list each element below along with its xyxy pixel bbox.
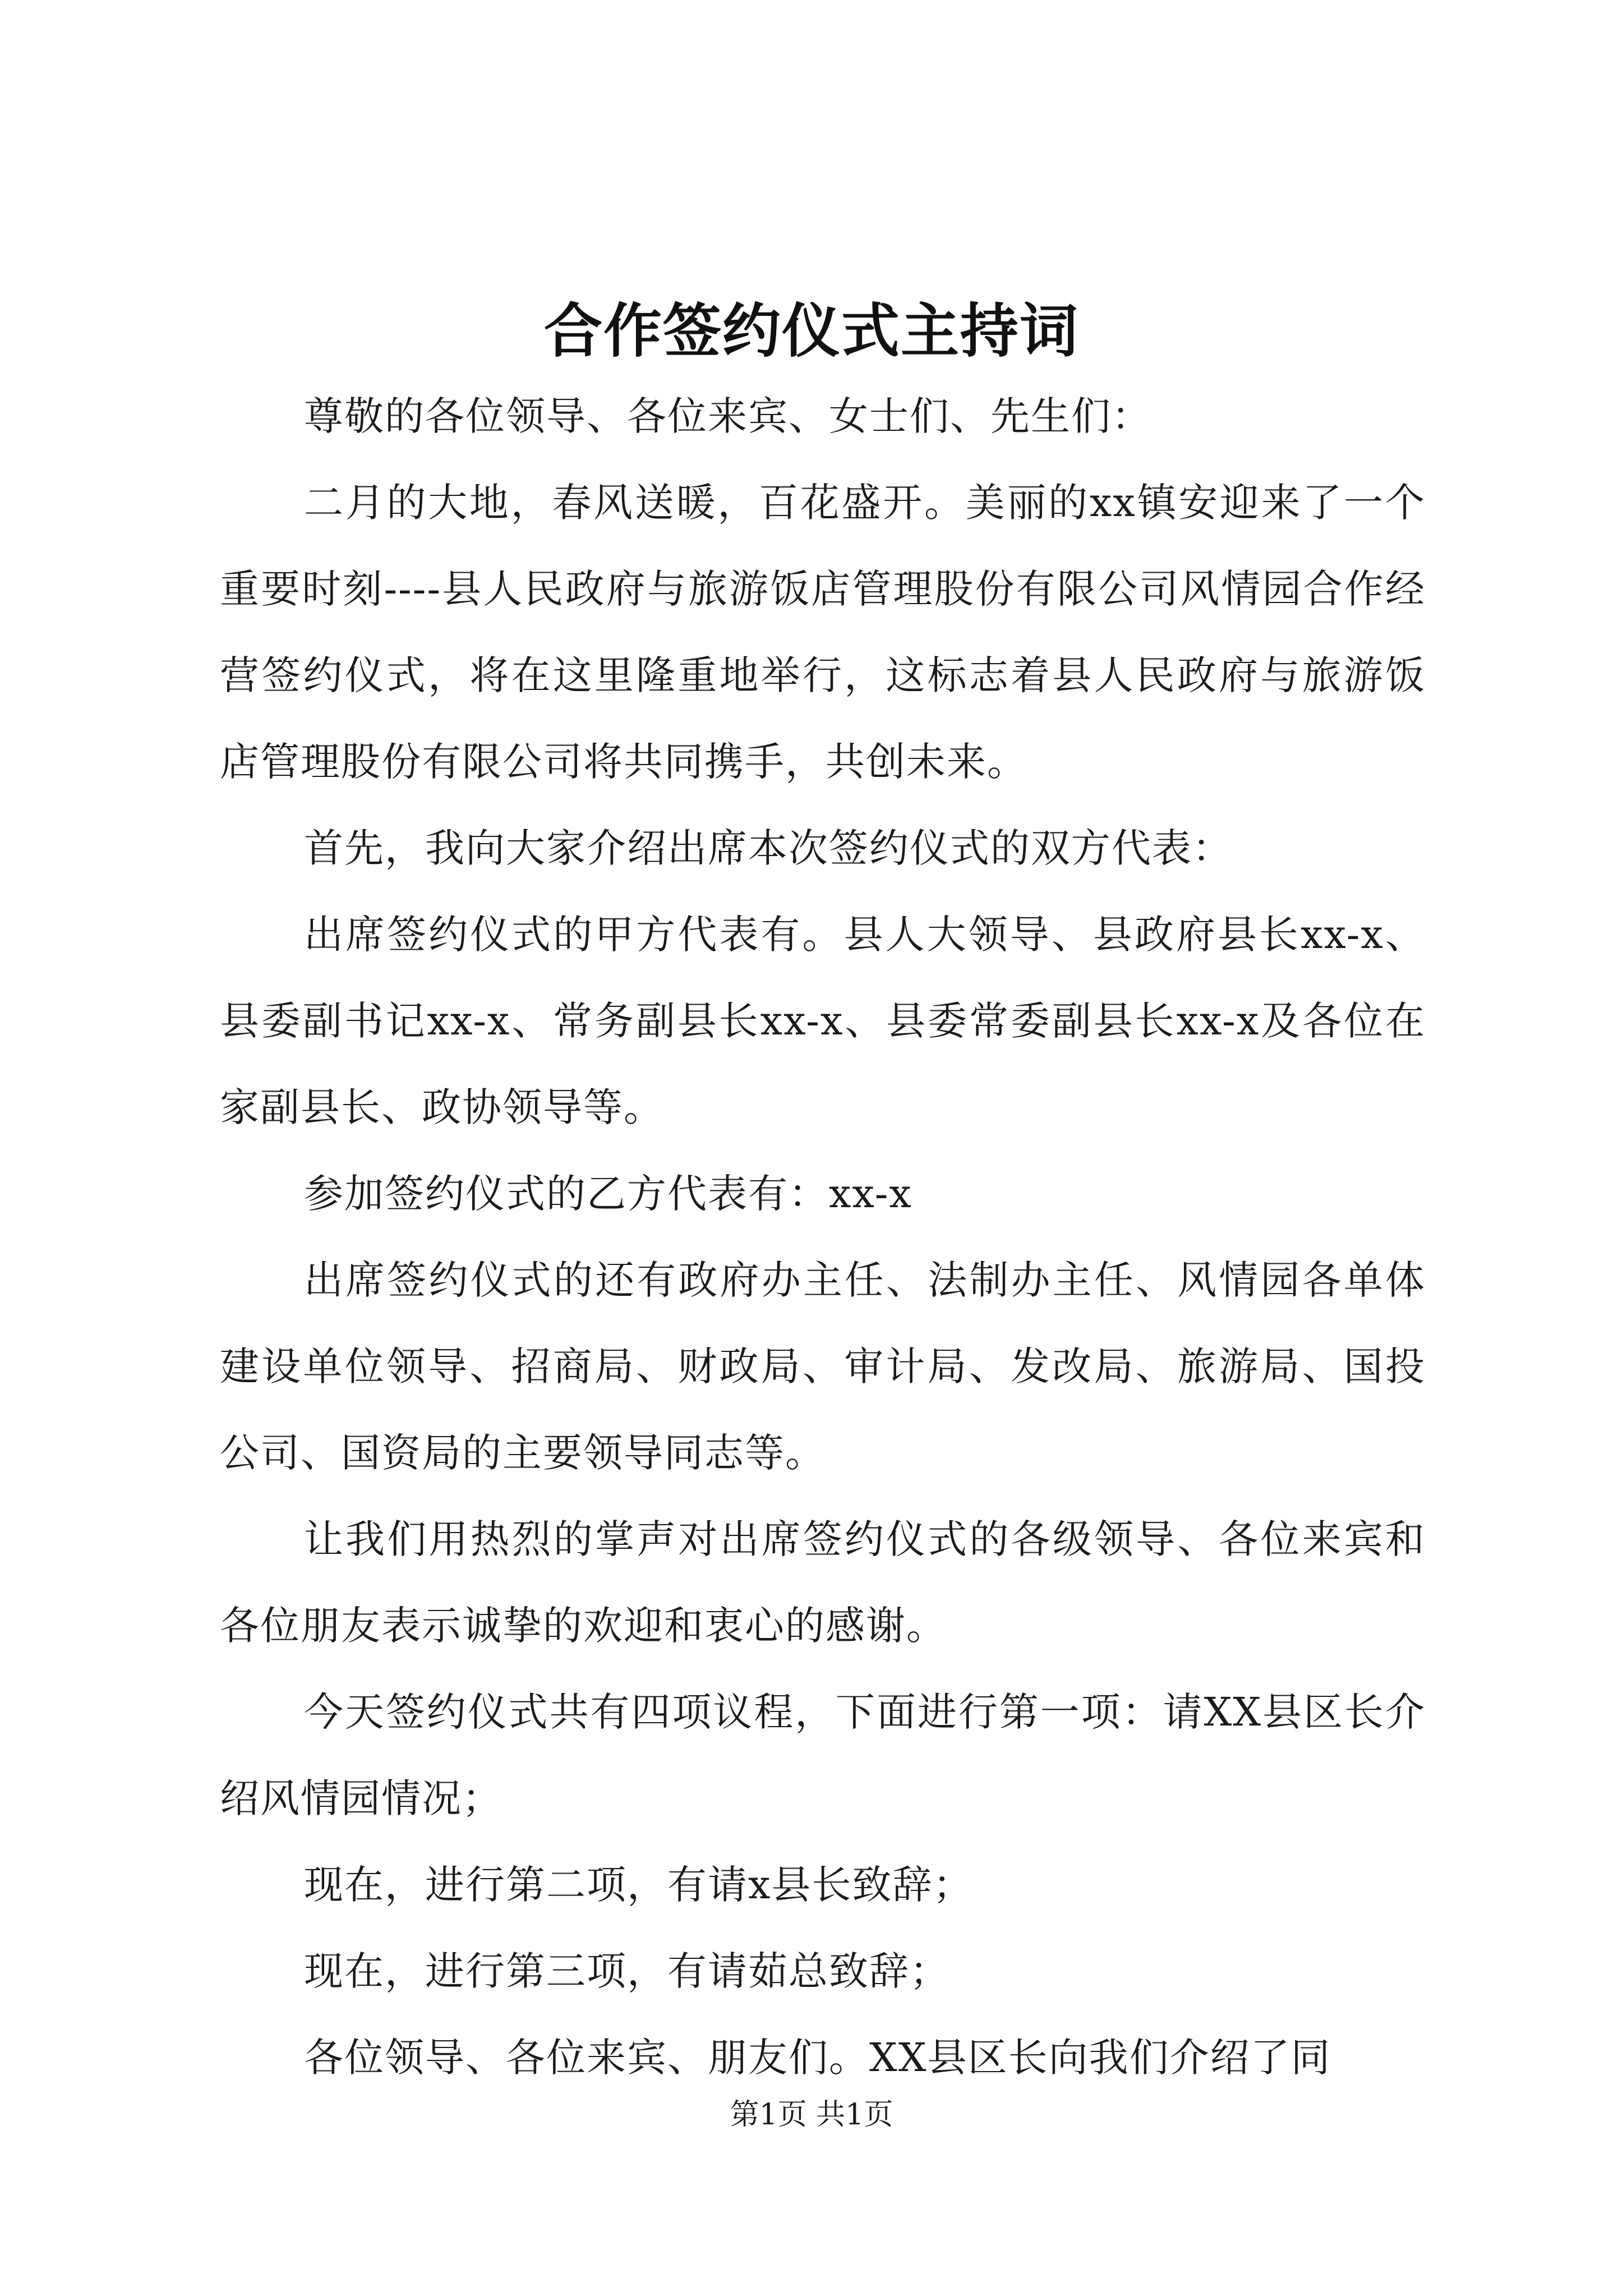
- paragraph-party-a: 出席签约仪式的甲方代表有。县人大领导、县政府县长xx-x、县委副书记xx-x、常务副县长xx-x、县委常委副县长xx-x及各位在家副县长、政协领导等。: [220, 912, 1426, 1130]
- paragraph-agenda-item-1: 今天签约仪式共有四项议程，下面进行第一项：请XX县区长介绍风情园情况；: [220, 1689, 1426, 1821]
- paragraph-opening: 二月的大地，春风送暖，百花盛开。美丽的xx镇安迎来了一个重要时刻----县人民政府与旅游饭店管理股份有限公司风情园合作经营签约仪式，将在这里隆重地举行，这标志着县人民政府与旅游饭店管理股份有限公司将共同携手，共创未来。: [220, 480, 1426, 785]
- document-title: 合作签约仪式主持词: [543, 296, 1079, 365]
- page-number: 第1页 共1页: [730, 2098, 893, 2132]
- paragraph-agenda-item-2: 现在，进行第二项，有请x县长致辞；: [304, 1862, 974, 1908]
- paragraph-other-attendees: 出席签约仪式的还有政府办主任、法制办主任、风情园各单体建设单位领导、招商局、财政局、审计局、发改局、旅游局、国投公司、国资局的主要领导同志等。: [220, 1257, 1426, 1476]
- paragraph-agenda-item-3: 现在，进行第三项，有请茹总致辞；: [304, 1948, 950, 1994]
- paragraph-closing: 各位领导、各位来宾、朋友们。XX县区长向我们介绍了同: [304, 2035, 1331, 2081]
- paragraph-greeting: 尊敬的各位领导、各位来宾、女士们、先生们：: [304, 393, 1152, 439]
- paragraph-applause: 让我们用热烈的掌声对出席签约仪式的各级领导、各位来宾和各位朋友表示诚挚的欢迎和衷心的感谢。: [220, 1516, 1426, 1649]
- paragraph-introduction: 首先，我向大家介绍出席本次签约仪式的双方代表：: [304, 825, 1233, 871]
- paragraph-party-b: 参加签约仪式的乙方代表有：xx-x: [304, 1171, 912, 1217]
- document-body: [220, 373, 1426, 2101]
